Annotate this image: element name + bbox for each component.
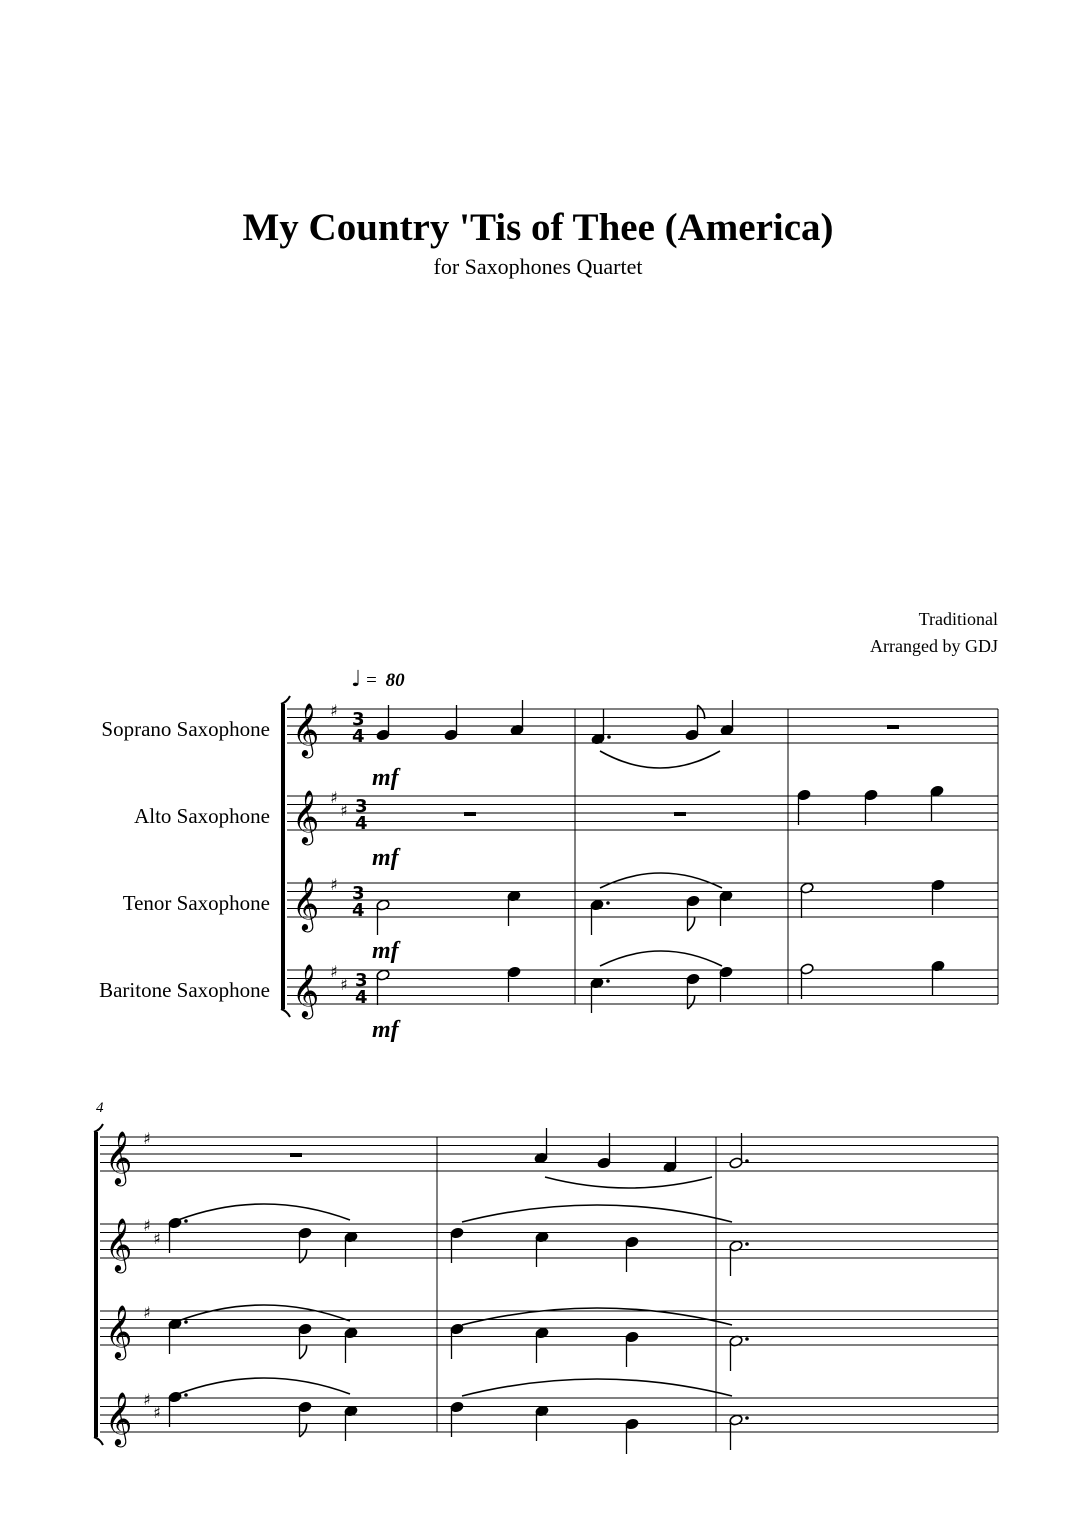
treble-clef-icon: 𝄞 [292,963,320,1017]
bracket-hook [94,1437,103,1445]
quarter-note-icon: ♩ [351,667,362,692]
sharp-icon: ♯ [330,788,338,807]
slur [600,751,720,768]
treble-clef-icon: 𝄞 [105,1304,133,1358]
augmentation-dot [184,1219,188,1223]
augmentation-dot [745,1337,749,1341]
slur [600,873,722,888]
augmentation-dot [606,901,610,905]
augmentation-dot [745,1242,749,1246]
whole-rest [674,812,686,816]
treble-clef-icon: 𝄞 [105,1391,133,1445]
time-signature-top: 3 [355,796,368,817]
bracket-hook [94,1124,103,1132]
dynamic-baritone: mf [372,1017,399,1043]
measure-number: 4 [96,1100,104,1116]
whole-rest [464,812,476,816]
bracket-hook [281,1009,290,1017]
score-title: My Country 'Tis of Thee (America) [242,206,834,249]
sharp-icon: ♯ [143,1303,151,1322]
time-signature-bottom: 4 [355,987,368,1008]
sharp-icon: ♯ [153,1403,161,1422]
time-signature-bottom: 4 [352,900,365,921]
whole-rest [290,1153,302,1157]
slur [462,1379,732,1396]
instrument-label-soprano: Soprano Saxophone [101,717,270,741]
augmentation-dot [606,979,610,983]
tempo-equals: = [366,670,377,691]
whole-rest [887,725,899,729]
slur [545,1177,712,1188]
treble-clef-icon: 𝄞 [105,1217,133,1271]
sharp-icon: ♯ [330,875,338,894]
instrument-label-baritone: Baritone Saxophone [99,978,270,1002]
augmentation-dot [607,735,611,739]
dynamic-soprano: mf [372,765,399,791]
time-signature-bottom: 4 [355,813,368,834]
arranger-credit: Arranged by GDJ [870,636,998,656]
dynamic-alto: mf [372,845,399,871]
sharp-icon: ♯ [143,1129,151,1148]
tempo-bpm: 80 [385,670,405,691]
sharp-icon: ♯ [330,701,338,720]
treble-clef-icon: 𝄞 [105,1130,133,1184]
eighth-flag [300,1345,307,1359]
augmentation-dot [745,1416,749,1420]
treble-clef-icon: 𝄞 [292,702,320,756]
sharp-icon: ♯ [143,1216,151,1235]
instrument-label-alto: Alto Saxophone [134,804,270,828]
sharp-icon: ♯ [143,1390,151,1409]
composer-credit: Traditional [918,609,998,629]
treble-clef-icon: 𝄞 [292,876,320,930]
eighth-flag [688,995,695,1009]
slur [600,951,722,966]
sharp-icon: ♯ [340,975,348,994]
augmentation-dot [184,1393,188,1397]
treble-clef-icon: 𝄞 [292,789,320,843]
slur [462,1205,732,1222]
eighth-flag [300,1423,307,1437]
augmentation-dot [184,1320,188,1324]
time-signature-bottom: 4 [352,726,365,747]
dynamic-tenor: mf [372,938,399,964]
eighth-flag [300,1249,307,1263]
instrument-label-tenor: Tenor Saxophone [122,891,270,915]
time-signature-top: 3 [352,709,365,730]
eighth-flag [688,917,695,931]
sharp-icon: ♯ [340,801,348,820]
sharp-icon: ♯ [330,962,338,981]
time-signature-top: 3 [352,883,365,904]
eighth-flag [698,705,705,719]
sharp-icon: ♯ [153,1229,161,1248]
bracket-hook [281,696,290,704]
slur [178,1204,350,1220]
slur [178,1378,350,1394]
augmentation-dot [745,1159,749,1163]
slur [178,1305,350,1321]
time-signature-top: 3 [355,970,368,991]
score-subtitle: for Saxophones Quartet [433,254,643,279]
